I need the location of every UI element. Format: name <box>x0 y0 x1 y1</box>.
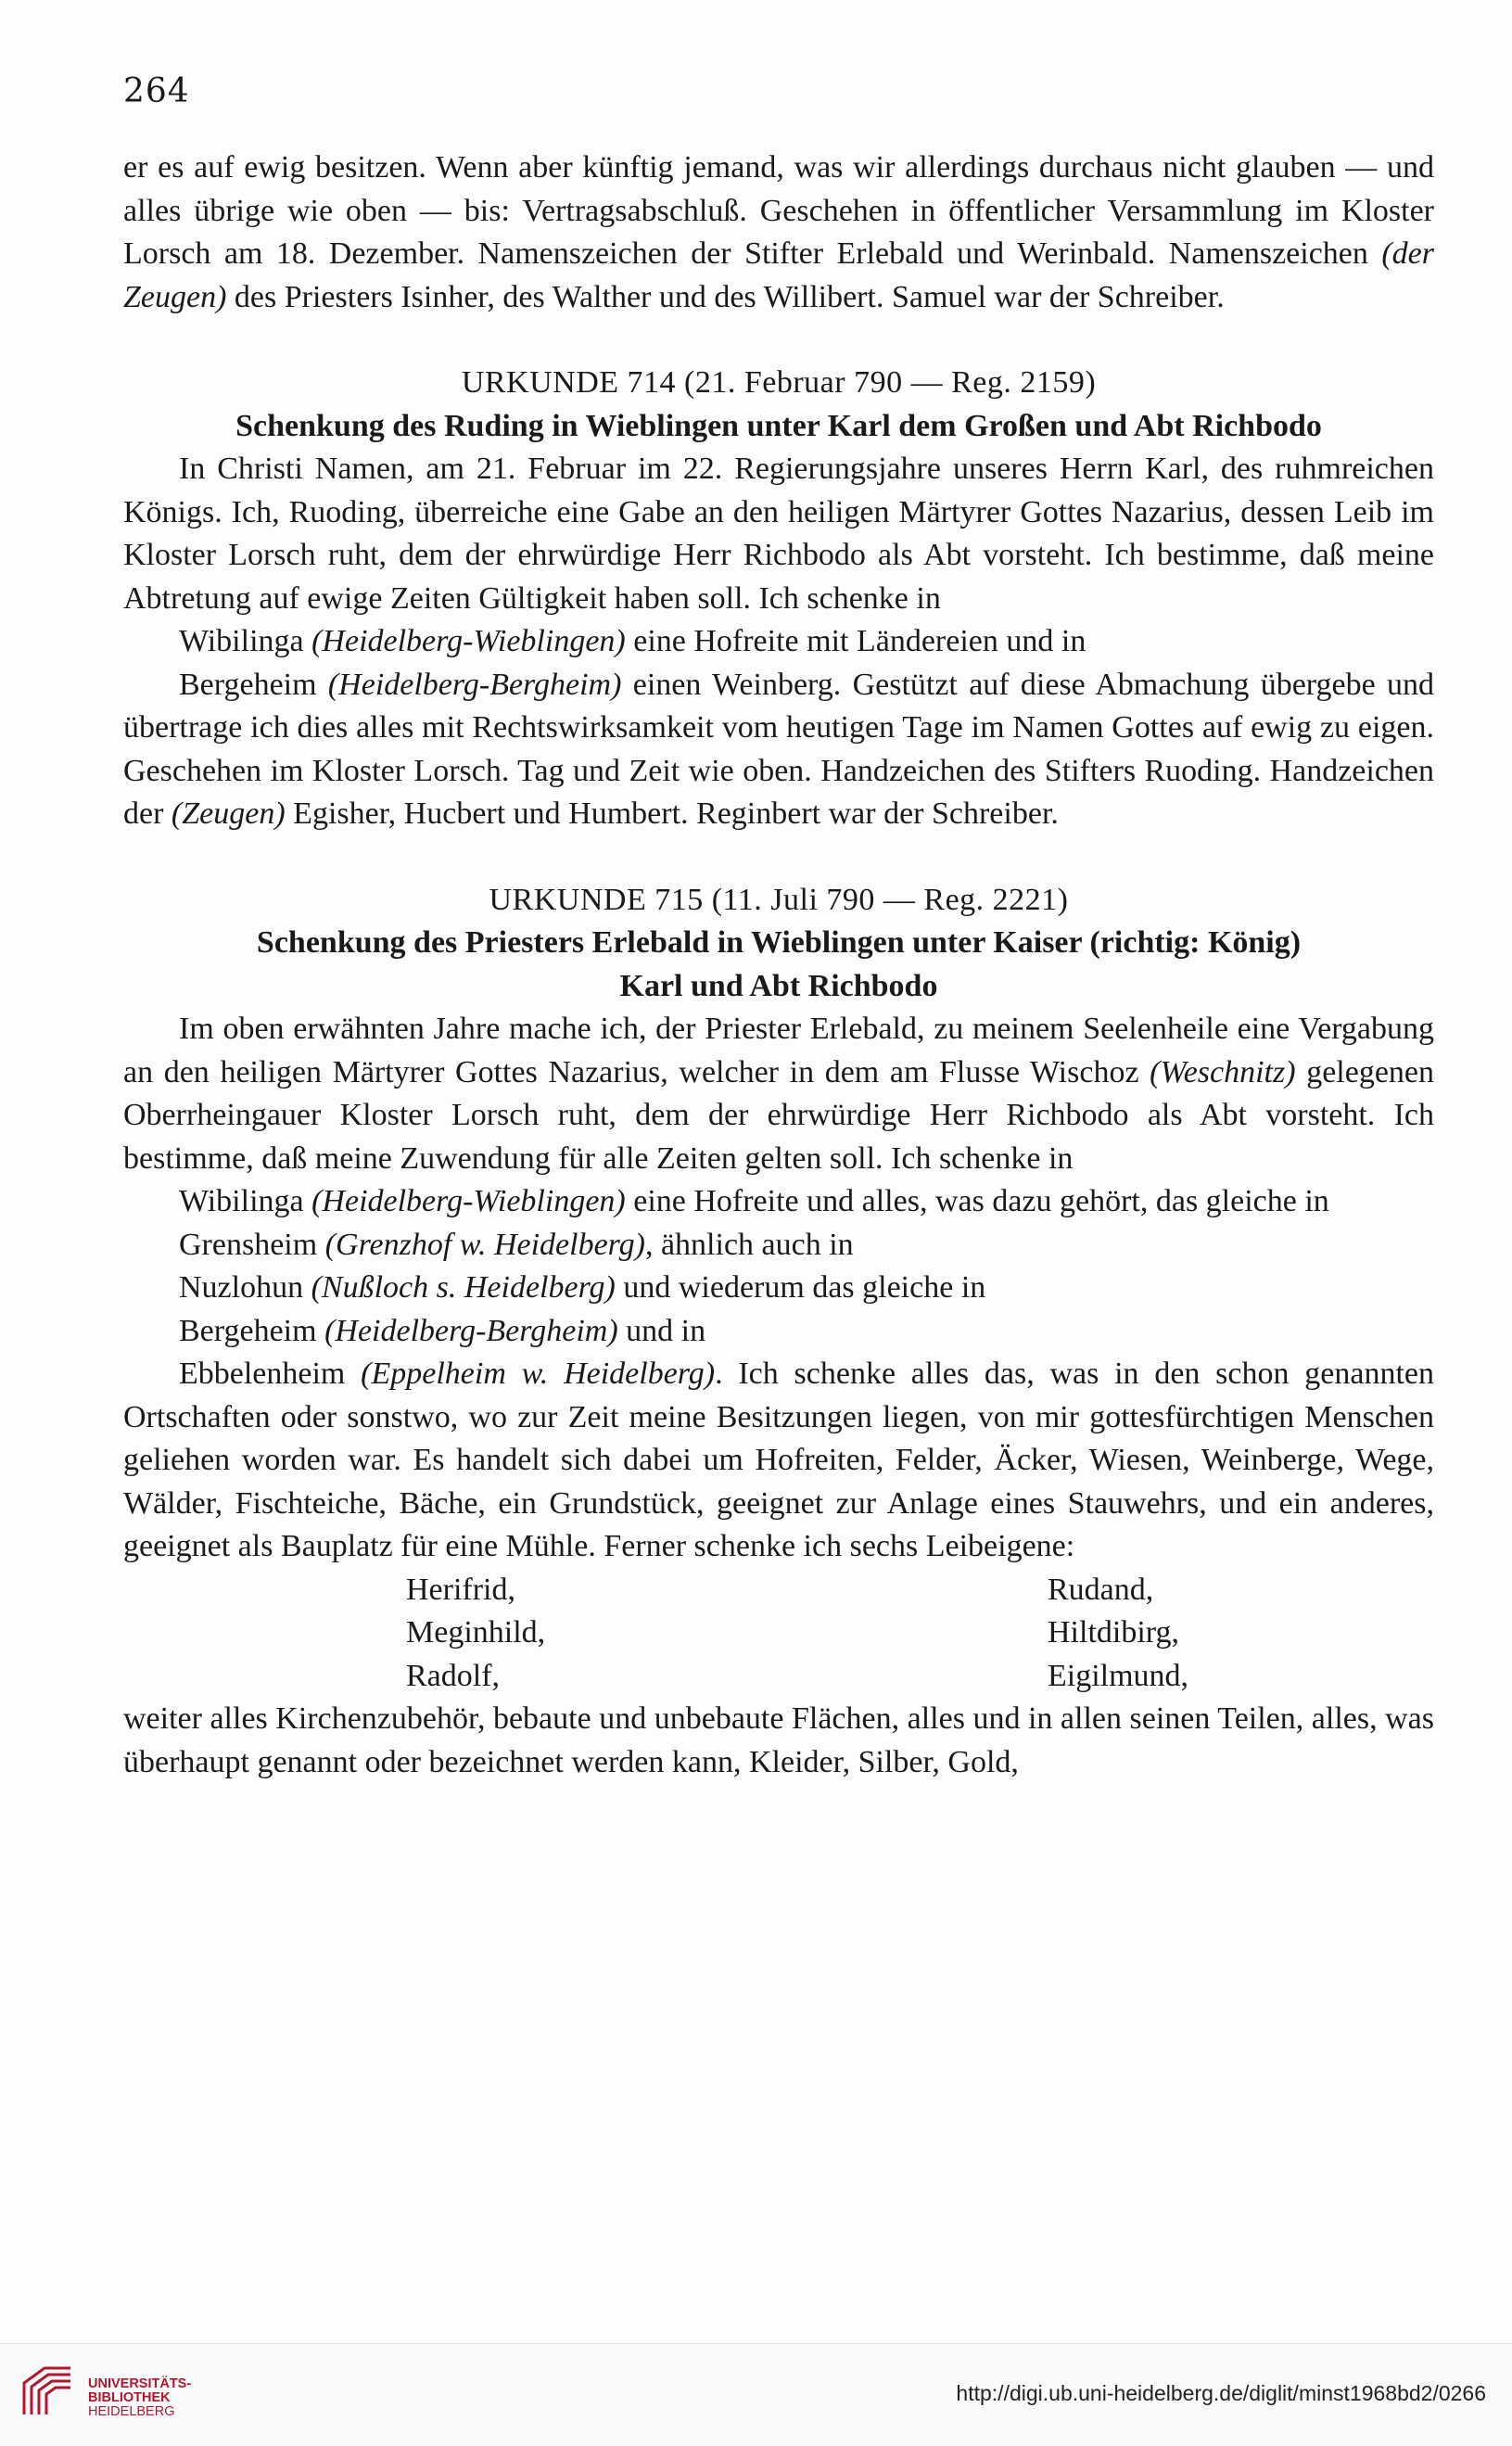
u715-paragraph: Im oben erwähnten Jahre mache ich, der Priester Erlebald, zu meinem Seelenheile eine Vergabung an den heiligen Märtyrer Gottes Nazarius, welcher in dem am Flusse Wischoz (Weschnitz) gelegenen Oberrheingauer Kloster Lorsch ruht, dem der ehrwürdige Herr Richbodo als Abt vorsteht. Ich bestimme, daß meine Zuwendung für alle Zeiten gelten soll. Ich schenke in <box>123 1012 1435 1176</box>
u715-closing: weiter alles Kirchenzubehör, bebaute und unbebaute Flächen, alles und in allen seinen Teilen, alles, was überhaupt genannt oder bezeichnet werden kann, Kleider, Silber, Gold, <box>123 1701 1434 1779</box>
library-name-line: UNIVERSITÄTS- <box>88 2376 192 2391</box>
u715-subheading: Schenkung des Priesters Erlebald in Wieblingen unter Kaiser (richtig: König) Karl und Abt Richbodo <box>256 925 1302 1003</box>
u714-subheading: Schenkung des Ruding in Wieblingen unter Karl dem Großen und Abt Richbodo <box>235 408 1322 443</box>
serfs-right-column <box>779 1569 1434 1699</box>
library-name-line: BIBLIOTHEK <box>88 2390 171 2405</box>
serfs-left-column <box>123 1569 779 1699</box>
document-body <box>123 147 1434 1784</box>
u714-paragraph: In Christi Namen, am 21. Februar im 22. Regierungsjahre unseres Herrn Karl, des ruhmreichen Königs. Ich, Ruoding, überreiche eine Gabe an den heiligen Märtyrer Gottes Nazarius, dessen Leib im Kloster Lorsch ruht, dem der ehrwürdige Herr Richbodo als Abt vorsteht. Ich bestimme, daß meine Abtretung auf ewige Zeiten Gültigkeit haben soll. Ich schenke in <box>123 452 1434 616</box>
library-logo-icon <box>19 2363 76 2420</box>
u714-heading: URKUNDE 714 (21. Februar 790 — Reg. 2159) <box>461 365 1097 400</box>
serf-name: Hiltdibirg, <box>1048 1615 1179 1650</box>
u715-place-wibilinga: Wibilinga (Heidelberg-Wieblingen) eine Hofreite und alles, was dazu gehört, das gleiche in <box>179 1184 1329 1218</box>
page-number: 264 <box>123 72 190 110</box>
u715-heading: URKUNDE 715 (11. Juli 790 — Reg. 2221) <box>489 882 1069 917</box>
u714-place-bergeheim: Bergeheim (Heidelberg-Bergheim) einen Weinberg. Gestützt auf diese Abmachung übergebe und übertrage ich dies alles mit Rechtswirksamkeit vom heutigen Tage im Namen Gottes auf ewig zu eigen. Geschehen im Kloster Lorsch. Tag und Zeit wie oben. Handzeichen des Stifters Ruoding. Handzeichen der (Zeugen) Egisher, Hucbert und Humbert. Reginbert war der Schreiber. <box>123 667 1434 831</box>
serf-name: Rudand, <box>1048 1572 1154 1607</box>
intro-paragraph: er es auf ewig besitzen. Wenn aber künftig jemand, was wir allerdings durchaus nicht glauben — und alles übrige wie oben — bis: Vertragsabschluß. Geschehen in öffentlicher Versammlung im Kloster Lorsch am 18. Dezember. Namenszeichen der Stifter Erlebald und Werinbald. Namenszeichen (der Zeugen) des Priesters Isinher, des Walther und des Willibert. Samuel war der Schreiber. <box>123 150 1434 314</box>
footer-bar <box>0 2343 1512 2446</box>
serf-name: Herifrid, <box>406 1572 516 1607</box>
document-url-link[interactable]: http://digi.ub.uni-heidelberg.de/diglit/minst1968bd2/0266 <box>956 2381 1486 2405</box>
u715-place-bergeheim: Bergeheim (Heidelberg-Bergheim) und in <box>179 1313 706 1348</box>
u714-place-wibilinga: Wibilinga (Heidelberg-Wieblingen) eine Hofreite mit Ländereien und in <box>179 624 1086 658</box>
serfs-list <box>123 1569 1434 1699</box>
u715-place-ebbelenheim: Ebbelenheim (Eppelheim w. Heidelberg). Ich schenke alles das, was in den schon genannten Ortschaften oder sonstwo, wo zur Zeit meine Besitzungen liegen, von mir gottesfürchtigen Menschen geliehen worden war. Es handelt sich dabei um Hofreiten, Felder, Äcker, Wiesen, Weinberge, Wege, Wälder, Fischteiche, Bäche, ein Grundstück, geeignet zur Anlage eines Stauwehrs, und ein anderes, geeignet als Bauplatz für eine Mühle. Ferner schenke ich sechs Leibeigene: <box>123 1357 1434 1563</box>
library-name-line: HEIDELBERG <box>88 2404 175 2419</box>
serf-name: Eigilmund, <box>1048 1658 1189 1693</box>
u715-place-nuzlohun: Nuzlohun (Nußloch s. Heidelberg) und wiederum das gleiche in <box>179 1270 986 1305</box>
library-name <box>88 2377 191 2419</box>
u715-place-grensheim: Grensheim (Grenzhof w. Heidelberg), ähnlich auch in <box>179 1227 854 1262</box>
serf-name: Radolf, <box>406 1658 501 1693</box>
serf-name: Meginhild, <box>406 1615 546 1650</box>
